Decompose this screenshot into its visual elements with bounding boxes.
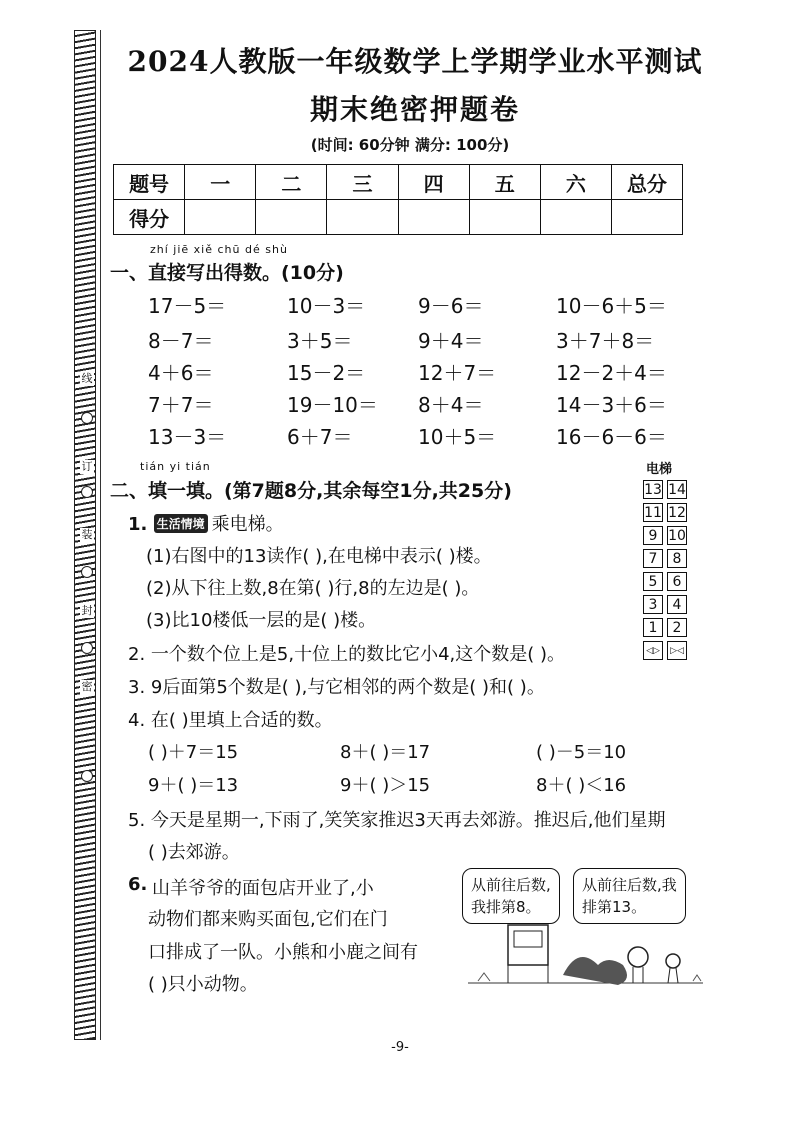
score-input-cell[interactable] [398,200,469,235]
elevator-button: 3 [643,595,663,614]
bubble-line: 从前往后数, [471,876,551,894]
binding-mark-xian: 线 [81,372,93,385]
score-header-cell: 题号 [114,165,185,200]
fill-equation: 9＋( )＞15 [340,775,431,796]
question-1-part-1: (1)右图中的13读作( ),在电梯中表示( )楼。 [146,546,492,567]
elevator-title: 电梯 [646,462,673,477]
calc-item: 4＋6＝ [148,361,214,385]
elevator-button: 2 [667,618,687,637]
elevator-button: 9 [643,526,663,545]
calc-item: 10＋5＝ [418,425,497,449]
calc-item: 9－6＝ [418,294,484,318]
score-input-cell[interactable] [469,200,540,235]
binding-mark-ding: 订 [81,460,93,473]
question-1-number: 1. [128,514,148,535]
question-1-part-3: (3)比10楼低一层的是( )楼。 [146,610,377,631]
elevator-button: 8 [667,549,687,568]
calc-item: 6＋7＝ [287,425,353,449]
calc-item: 7＋7＝ [148,393,214,417]
section2-title: 二、填一填。(第7题8分,其余每空1分,共25分) [110,480,512,502]
score-table [113,164,683,235]
question-1-text: 乘电梯。 [211,514,284,535]
binding-margin-line [100,30,101,1040]
fill-equation: 8＋( )＝17 [340,742,431,763]
question-2: 2. 一个数个位上是5,十位上的数比它小4,这个数是( )。 [128,644,566,665]
score-header-cell: 六 [540,165,611,200]
calc-item: 3＋5＝ [287,329,353,353]
score-header-cell: 五 [469,165,540,200]
binding-hole-icon [81,770,93,782]
binding-mark-zhuang: 装 [81,528,93,541]
elevator-button: 11 [644,505,662,521]
calc-item: 17－5＝ [148,294,227,318]
question-6-line: 山羊爷爷的面包店开业了,小 [152,878,374,899]
calc-item: 15－2＝ [287,361,366,385]
calc-item: 3＋7＋8＝ [556,329,655,353]
score-input-cell[interactable] [256,200,327,235]
score-header-cell: 一 [185,165,256,200]
calc-item: 13－3＝ [148,425,227,449]
question-1-part-2: (2)从下往上数,8在第( )行,8的左边是( )。 [146,578,480,599]
score-label-cell: 得分 [114,200,185,235]
binding-mark-mi: 密 [81,680,93,693]
elevator-button: 5 [643,572,663,591]
calc-item: 12－2＋4＝ [556,361,667,385]
animals-queue-illustration [468,915,703,990]
score-header-cell: 总分 [611,165,682,200]
section2-pinyin: tián yi tián [140,460,211,473]
exam-title: 2024人教版一年级数学上学期学业水平测试 [127,45,703,78]
exam-meta: (时间: 60分钟 满分: 100分) [310,136,510,154]
question-5-line-2: ( )去郊游。 [148,842,240,863]
elevator-button: 14 [668,482,686,498]
bubble-line: 我排第8。 [471,898,541,916]
elevator-button: 1 [643,618,663,637]
calc-item: 8－7＝ [148,329,214,353]
fill-equation: 9＋( )＝13 [148,775,239,796]
calc-item: 10－3＝ [287,294,366,318]
score-header-cell: 二 [256,165,327,200]
elevator-close-door-icon: ▷◁ [667,641,687,660]
page-number: -9- [391,1040,409,1055]
score-input-cell[interactable] [185,200,256,235]
calc-item: 9＋4＝ [418,329,484,353]
elevator-open-door-icon: ◁▷ [643,641,663,660]
question-5-line-1: 5. 今天是星期一,下雨了,笑笑家推迟3天再去郊游。推迟后,他们星期 [128,810,666,831]
binding-mark-feng: 封 [81,604,93,617]
elevator-button: 12 [668,505,686,521]
calc-item: 8＋4＝ [418,393,484,417]
question-1 [128,510,284,536]
calc-item: 10－6＋5＝ [556,294,667,318]
score-header-cell: 四 [398,165,469,200]
section1-pinyin: zhí jiē xiě chū dé shù [150,243,288,256]
bubble-line: 从前往后数,我 [582,876,677,894]
binding-hole-icon [81,486,93,498]
life-scenario-badge: 生活情境 [154,514,208,533]
score-header-cell: 三 [327,165,398,200]
elevator-button: 6 [667,572,687,591]
calc-item: 14－3＋6＝ [556,393,667,417]
score-input-cell[interactable] [540,200,611,235]
question-6-number: 6. [128,874,148,895]
binding-hole-icon [81,642,93,654]
fill-equation: ( )＋7＝15 [148,742,239,763]
question-6-line: ( )只小动物。 [148,974,258,995]
elevator-button: 4 [667,595,687,614]
elevator-button: 10 [668,528,686,544]
exam-subtitle: 期末绝密押题卷 [309,93,520,126]
question-6-line: 动物们都来购买面包,它们在门 [148,909,388,930]
elevator-button: 13 [644,482,662,498]
fill-equation: 8＋( )＜16 [536,775,627,796]
calc-item: 19－10＝ [287,393,378,417]
score-table-score-row [114,200,683,235]
calc-item: 12＋7＝ [418,361,497,385]
section1-title: 一、直接写出得数。(10分) [110,262,344,284]
score-table-header-row [114,165,683,200]
score-input-cell[interactable] [611,200,682,235]
fill-equation: ( )－5＝10 [536,742,627,763]
question-6-line: 口排成了一队。小熊和小鹿之间有 [148,942,418,963]
question-4-title: 4. 在( )里填上合适的数。 [128,710,333,731]
score-input-cell[interactable] [327,200,398,235]
binding-hole-icon [81,566,93,578]
question-3: 3. 9后面第5个数是( ),与它相邻的两个数是( )和( )。 [128,677,545,698]
elevator-button: 7 [643,549,663,568]
bubble-line: 排第13。 [582,898,647,916]
binding-hole-icon [81,412,93,424]
calc-item: 16－6－6＝ [556,425,667,449]
